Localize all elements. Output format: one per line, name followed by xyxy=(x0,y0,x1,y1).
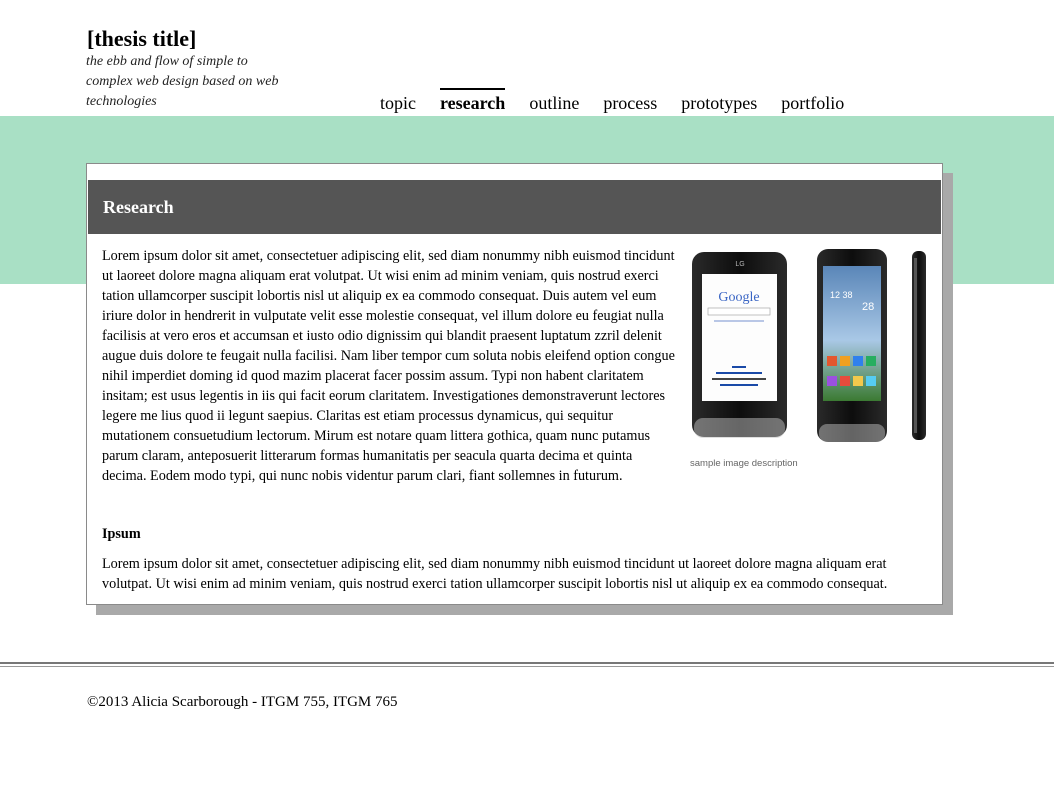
card-header-bar xyxy=(88,180,941,234)
nav-link-prototypes[interactable]: prototypes xyxy=(681,93,758,113)
sample-figure xyxy=(690,246,940,476)
subsection-title: Ipsum xyxy=(102,526,141,542)
site-tagline: the ebb and flow of simple to complex web design based on web technologies xyxy=(86,54,279,109)
temperature-readout: 28 xyxy=(862,301,875,313)
main-nav xyxy=(380,88,868,115)
phones-image xyxy=(690,246,940,456)
google-logo-text: Google xyxy=(718,290,760,305)
ipsum-paragraph: Lorem ipsum dolor sit amet, consectetuer adipiscing elit, sed diam nonummy nibh euismod tincidunt ut laoreet dolore magna aliquam erat volutpat. Ut wisi enim ad minim veniam, quis nostrud exerci tation ullamcorper suscipit lobortis nisl ut aliquip ex ea commodo consequat. xyxy=(102,556,888,592)
nav-link-outline[interactable]: outline xyxy=(529,93,580,113)
nav-link-portfolio[interactable]: portfolio xyxy=(781,93,845,113)
phone-front xyxy=(692,252,787,438)
brand-logo-text: LG xyxy=(735,261,745,268)
research-paragraph: Lorem ipsum dolor sit amet, consectetuer adipiscing elit, sed diam nonummy nibh euismod tincidunt ut laoreet dolore magna aliquam erat volutpat. Ut wisi enim ad minim veniam, quis nostrud exerci tation ullamcorper suscipit lobortis nisl ut aliquip ex ea commodo consequat. Duis autem vel eum iriure dolor in hendrerit in vulputate velit esse molestie consequat, vel illum dolore eu feugiat nulla facilisis at vero eros et accumsan et iusto odio dignissim qui blandit praesent luptatum zzril delenit augue duis dolore te feugait nulla facilisi. Nam liber tempor cum soluta nobis eleifend option congue nihil imperdiet doming id quod mazim placerat facer possim assum. Typi non habent claritatem insitam; est usus legentis in iis qui facit eorum claritatem. Investigationes demonstraverunt lectores legere me lius quod ii legunt saepius. Claritas est etiam processus dynamicus, qui sequitur mutationem consuetudium lectorum. Mirum est notare quam littera gothica, quam nunc putamus parum claram, anteposuerit litterarum formas humanitatis per seacula quarta decima et quinta decima. Eodem modo typi, qui nunc nobis videntur parum clari, fiant sollemnes in futurum. xyxy=(102,248,675,484)
image-caption: sample image description xyxy=(690,458,798,469)
section-title: Research xyxy=(103,197,174,217)
site-title: [thesis title] xyxy=(87,26,197,51)
nav-link-topic[interactable]: topic xyxy=(380,93,416,113)
clock-readout: 12 38 xyxy=(830,290,853,300)
phone-side xyxy=(912,251,926,440)
footer-divider xyxy=(0,662,1054,667)
nav-link-research[interactable]: research xyxy=(440,88,505,115)
footer-copyright: ©2013 Alicia Scarborough - ITGM 755, ITGM 765 xyxy=(87,694,398,710)
phone-homescreen xyxy=(817,249,887,442)
content-card xyxy=(86,163,943,605)
nav-link-process[interactable]: process xyxy=(603,93,658,113)
